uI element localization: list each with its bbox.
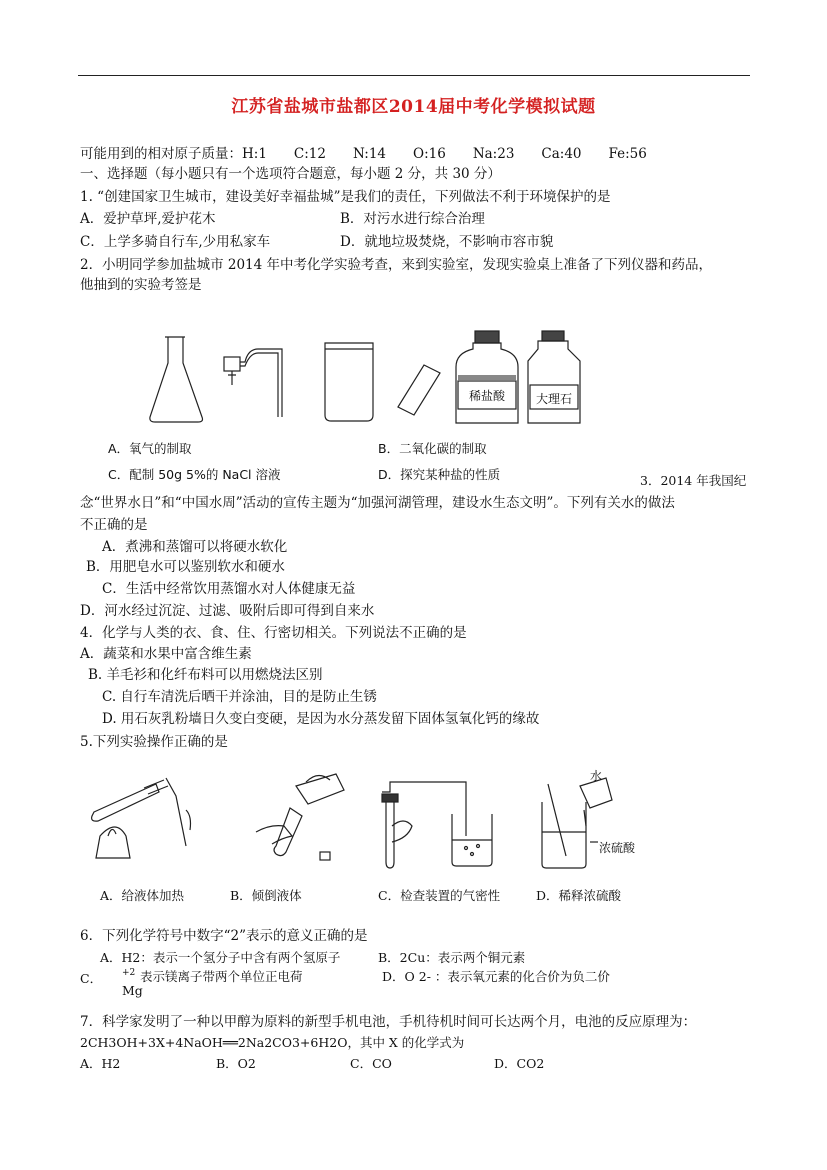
q4-option-d: D. 用石灰乳粉墙日久变白变硬，是因为水分蒸发留下固体氢氧化钙的缘故 <box>102 711 540 727</box>
q5-stem: 5.下列实验操作正确的是 <box>80 734 228 750</box>
marble-label: 大理石 <box>535 392 573 406</box>
q1-option-d: D．就地垃圾焚烧，不影响市容市貌 <box>340 234 554 250</box>
q6-option-c-symbol: Mg <box>122 983 143 998</box>
q6-option-a: A．H2：表示一个氢分子中含有两个氢原子 <box>100 950 341 965</box>
gas-jar-icon <box>325 343 373 421</box>
q2-option-c: C．配制 50g 5%的 NaCl 溶液 <box>108 467 281 482</box>
q6-option-c-text: 表示镁离子带两个单位正电荷 <box>140 969 303 984</box>
q7-option-b: B．O2 <box>216 1056 256 1071</box>
delivery-tube-icon <box>224 349 282 417</box>
q3-stem-line2: 不正确的是 <box>80 517 148 533</box>
q2-option-a: A．氧气的制取 <box>108 441 192 456</box>
hcl-bottle-icon <box>456 331 518 423</box>
q7-equation: 2CH3OH+3X+4NaOH══2Na2CO3+6H2O，其中 X 的化学式为 <box>80 1035 465 1050</box>
glass-slide-icon <box>398 365 440 415</box>
acid-label: 浓硫酸 <box>599 841 636 855</box>
q6-option-d: D．O 2- ：表示氧元素的化合价为负二价 <box>382 969 610 984</box>
q3-stem-start: 3．2014 年我国纪 <box>640 473 747 488</box>
q4-stem: 4．化学与人类的衣、食、住、行密切相关。下列说法不正确的是 <box>80 625 467 641</box>
test-tube-heating-icon <box>92 778 191 858</box>
q1-option-b: B．对污水进行综合治理 <box>340 211 485 227</box>
page-title: 江苏省盐城市盐都区2014届中考化学模拟试题 <box>231 97 596 117</box>
q4-option-a: A．蔬菜和水果中富含维生素 <box>80 646 252 662</box>
q2-stem-line1: 2．小明同学参加盐城市 2014 年中考化学实验考查，来到实验室，发现实验桌上准备了下列仪器和药品， <box>80 257 713 273</box>
section-heading: 一、选择题（每小题只有一个选项符合题意，每小题 2 分，共 30 分） <box>80 166 501 182</box>
q7-option-c: C．CO <box>350 1056 392 1071</box>
conical-flask-icon <box>150 337 203 422</box>
q1-option-c: C．上学多骑自行车,少用私家车 <box>80 234 271 250</box>
airtightness-check-icon <box>382 782 492 868</box>
q6-option-c-charge: +2 <box>122 968 136 978</box>
hcl-label: 稀盐酸 <box>468 389 506 403</box>
q2-stem-line2: 他抽到的实验考签是 <box>80 277 202 293</box>
atomic-masses: 可能用到的相对原子质量：H:1 C:12 N:14 O:16 Na:23 Ca:40 Fe:56 <box>80 146 647 162</box>
q7-stem: 7．科学家发明了一种以甲醇为原料的新型手机电池，手机待机时间可长达两个月，电池的反应原理为： <box>80 1014 697 1030</box>
pouring-liquid-icon <box>256 774 344 860</box>
q2-apparatus-figure <box>140 325 600 437</box>
q1-stem: 1. “创建国家卫生城市，建设美好幸福盐城”是我们的责任，下列做法不利于环境保护的是 <box>80 189 611 205</box>
q6-option-c-label: C． <box>80 971 103 986</box>
q5-option-b: B．倾倒液体 <box>230 888 302 903</box>
q7-option-a: A．H2 <box>80 1056 121 1071</box>
q4-option-b: B. 羊毛衫和化纤布料可以用燃烧法区别 <box>88 667 323 683</box>
q2-option-d: D．探究某种盐的性质 <box>378 467 501 482</box>
q3-option-d: D．河水经过沉淀、过滤、吸附后即可得到自来水 <box>80 603 375 619</box>
q5-operations-figure <box>86 766 646 870</box>
q3-stem-line1: 念“世界水日”和“中国水周”活动的宣传主题为“加强河湖管理，建设水生态文明”。下列有关水的做法 <box>80 495 675 511</box>
top-rule <box>78 75 750 76</box>
q5-option-c: C．检查装置的气密性 <box>378 888 501 903</box>
q3-option-b: B．用肥皂水可以鉴别软水和硬水 <box>86 559 285 575</box>
q5-option-d: D．稀释浓硫酸 <box>536 888 622 903</box>
q2-option-b: B．二氧化碳的制取 <box>378 441 487 456</box>
marble-bottle-icon <box>528 331 580 423</box>
water-label: 水 <box>590 769 603 783</box>
q6-option-b: B．2Cu：表示两个铜元素 <box>378 950 526 965</box>
q4-option-c: C. 自行车清洗后晒干并涂油，目的是防止生锈 <box>102 689 377 705</box>
q3-option-c: C．生活中经常饮用蒸馏水对人体健康无益 <box>102 581 356 597</box>
q3-option-a: A．煮沸和蒸馏可以将硬水软化 <box>102 539 288 555</box>
q1-option-a: A．爱护草坪,爱护花木 <box>80 211 216 227</box>
q7-option-d: D．CO2 <box>494 1056 545 1071</box>
q6-stem: 6．下列化学符号中数字“2”表示的意义正确的是 <box>80 928 368 944</box>
q5-option-a: A．给液体加热 <box>100 888 185 903</box>
